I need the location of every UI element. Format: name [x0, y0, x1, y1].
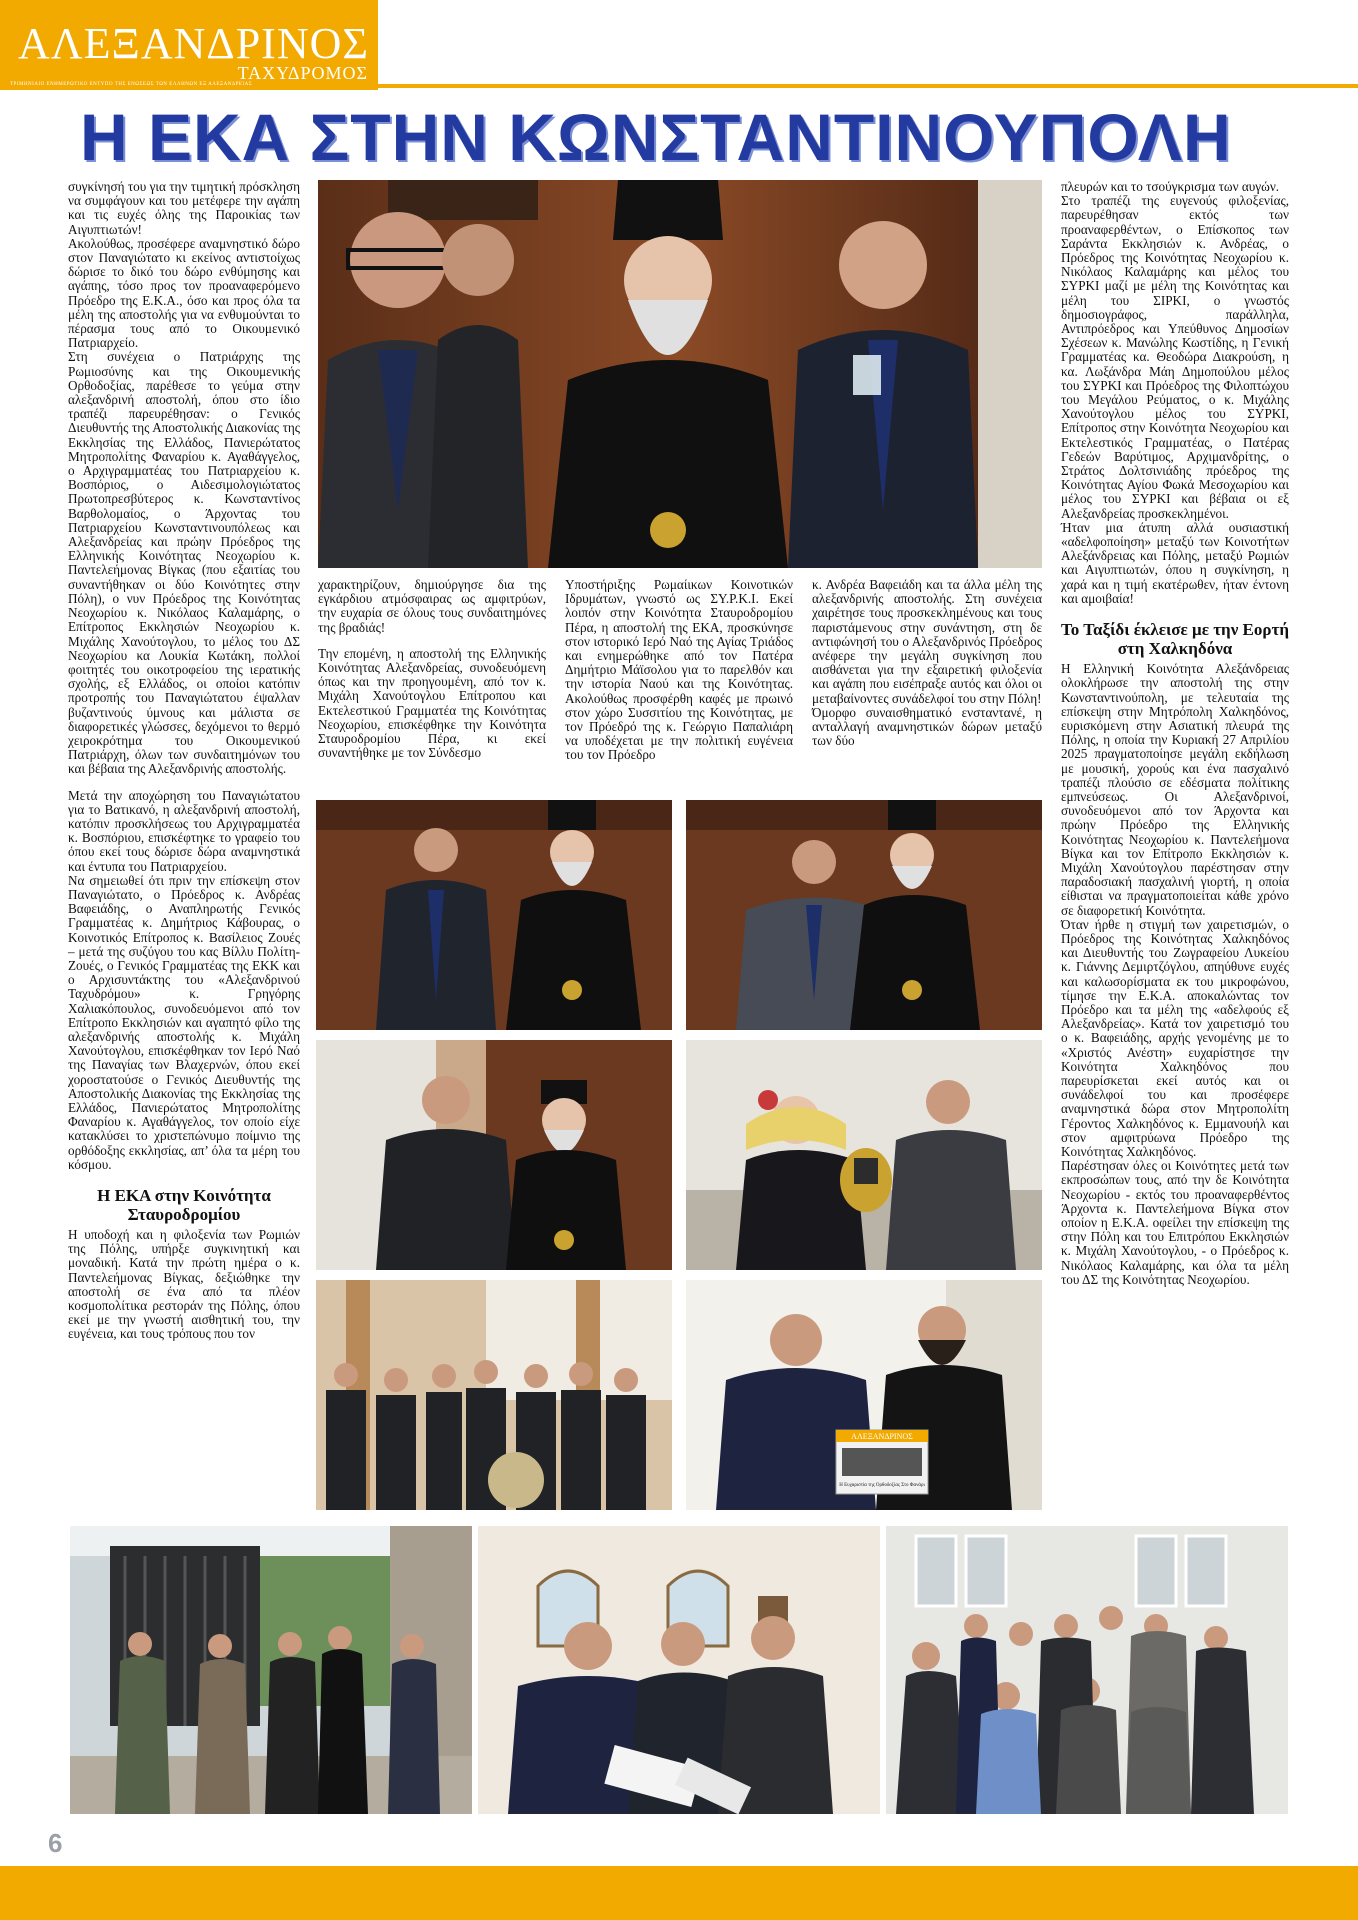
photo-bottom-2 — [478, 1526, 880, 1814]
paragraph: Η Ελληνική Κοινότητα Αλεξάνδρειας ολοκλήρωσε την αποστολή της στην Κωνσταντινούπολη, με τελευταία της επίσκεψη στην Μητρόπολη Χαλκηδόνος, ευρισκόμενη στην Ασιατική πλευρά της Πόλης, η οποία την Κυριακή 27 Απριλίου 2025 πραγματοποίησε μεγάλη εκδήλωση με μουσική, χορούς και ένα πασχαλινό τραπέζι πλούσιο σε εδέσματα πολίτικης εμπνεύσεως. Οι Αλεξανδρινοί, συνοδευόμενοι από τον Άρχοντα και πρώην Πρόεδρο της Ελληνικής Κοινότητας Νεοχωρίου κ. Παντελεήμονα Βίγκα και τον Επίτροπο Εκκλησιών κ. Μιχάλη Χανούτογλου παρέστησαν στην παραδοσιακή πασχαλινή γιορτή, η οποία είθισται να πραγματοποιείται κάθε χρόνο σε διαφορετική Κοινότητα. — [1061, 661, 1289, 918]
paragraph: Η υποδοχή και η φιλοξενία των Ρωμιών της Πόλης, υπήρξε συγκινητική και μοναδική. Κατά την πρώτη ημέρα ο κ. Παντελεήμονας Βίγκας, δεξιώθηκε την αποστολή σε ένα από τα πλέον κοσμοπολίτικα ρεστοράν της Πόλης, όπου εκεί με την γνωστή αισθητική του, την ευγένεια, και τους τρόπους που τον — [68, 1227, 300, 1342]
masthead-subtitle: ΤΑΧΥΔΡΟΜΟΣ — [237, 63, 368, 83]
masthead-tagline: ΤΡΙΜΗΝΙΑΙΟ ΕΝΗΜΕΡΩΤΙΚΟ ΕΝΤΥΠΟ ΤΗΣ ΕΝΩΣΕΩΣ ΤΩΝ ΕΛΛΗΝΩΝ ΕΞ ΑΛΕΞΑΝΔΡΕΙΑΣ — [10, 82, 253, 87]
section-heading: Η ΕΚΑ στην Κοινότητα Σταυροδρομίου — [97, 1186, 271, 1225]
paragraph: Παρέστησαν όλες οι Κοινότητες μετά των εκπροσώπων τους, από την δε Κοινότητα Νεοχωρίου - εκτός του προαναφερθέντος Άρχοντα κ. Παντελεήμονα Βίγκα στον οποίον η Ε.Κ.Α. οφείλει την επίσκεψη της στην Πόλη και του Επιτρόπου Εκκλησιών κ. Μιχάλη Χανούτογλου, - ο Πρόεδρος κ. Νικόλαος Καλαμάρης, και όλα τα μέλη του ΔΣ της Κοινότητας Νεοχωρίου. — [1061, 1158, 1289, 1287]
paragraph: Μετά την αποχώρηση του Παναγιώτατου για το Βατικανό, η αλεξανδρινή αποστολή, κατόπιν προσκλήσεως του Αρχιγραμματέα κ. Βοσπόριου, επισκέφτηκε το γραφείο του όπου εκεί τους δώρισε δώρα αναμνηστικά και έντυπα του Πατριαρχείου. — [68, 787, 300, 874]
paragraph: Την επομένη, η αποστολή της Ελληνικής Κοινότητας Αλεξανδρείας, συνοδευόμενη όπως και την προηγουμένη, από τον κ. Μιχάλη Χανούτογλου Επίτροπου και Εκτελεστικού Γραμματέα της Κοινότητας Νεοχωρίου, επισκέφθηκε την Κοινότητα Σταυροδρομίου Πέρα, κι εκεί συναντήθηκε με τον Σύνδεσμο — [318, 645, 546, 761]
paragraph: Ήταν μια άτυπη αλλά ουσιαστική «αδελφοποίηση» μεταξύ των Κοινοτήτων Αλεξάνδρειας και Πόλης, μεταξύ Ρωμιών και Αιγυπτιωτών, όπου η συγκίνηση, η χαρά και η τιμή εκατέρωθεν, ήταν έντονη και αμοιβαία! — [1061, 519, 1289, 606]
photo-grid-2 — [686, 800, 1042, 1030]
photo-grid-1 — [316, 800, 672, 1030]
masthead-title: ΑΛΕΞΑΝΔΡΙΝΟΣ — [18, 19, 369, 68]
paragraph: Ακολούθως, προσέφερε αναμνηστικό δώρο στον Παναγιώτατο κι εκείνος αντιστοίχως δώρισε το δικό του δώρο ενθύμησης και αγάπης, τόσο προς τον προαναφερόμενο Πρόεδρο της Ε.Κ.Α., όσο και προς όλα τα μέλη της αποστολής για να ενθυμούνται το πέρασμα τους από το Οικουμενικό Πατριαρχείο. — [68, 235, 300, 351]
photo-grid-4 — [686, 1040, 1042, 1270]
masthead-rule — [378, 84, 1358, 88]
paragraph: Να σημειωθεί ότι πριν την επίσκεψη στον Παναγιώτατο, ο Πρόεδρος κ. Ανδρέας Βαφειάδης, ο Αναπληρωτής Γενικός Γραμματέας κ. Δημήτριος Κάβουρας, ο Κοινοτικός Επίτροπος κ. Βασίλειος Ζουές – μετά της συζύγου του κας Βίλλυ Πολίτη-Ζουές, ο Γενικός Γραμματέας της ΕΚΚ και ο Αρχισυντάκτης του «Αλεξανδρινού Ταχυδρόμου» κ. Γρηγόρης Χαλιακόπουλος, συνοδευόμενοι από τον Επίτροπο Εκκλησιών και αγαπητό φίλο της αλεξανδρινής αποστολής κ. Μιχάλη Χανούτογλου, επισκέφθηκαν τον Ιερό Ναό της Παναγίας των Βλαχερνών, όπου εκεί χοροστατούσε ο Γενικός Διευθυντής της Αποστολικής Διακονίας της Εκκλησίας της Ελλάδος, Πανιερώτατος Μητροπολίτης Φαναρίου κ. Αγαθάγγελος, τον οποίο είχε κατακλύσει το χριστεπώνυμο ποίμνιο της ορθόδοξης εκκλησίας, απ’ όλα τα μέρη του κόσμου. — [68, 872, 300, 1172]
paragraph: Όμορφο συναισθηματικό ενσταντανέ, η ανταλλαγή αναμνηστικών δώρων μεταξύ των δύο — [812, 704, 1042, 749]
text-column-5 — [1061, 180, 1289, 1287]
main-photo — [318, 180, 1042, 568]
paragraph: Όταν ήρθε η στιγμή των χαιρετισμών, ο Πρόεδρος της Κοινότητας Χαλκηδόνος και Διευθυντής του Ζωγραφείου Λυκείου κ. Γιάννης Δεμιρτζόγλου, απηύθυνε ευχές και καλωσορίσματα εκ του μικροφώνου, τίμησε την Ε.Κ.Α. αποκαλώντας τον Πρόεδρο και τα μέλη της «αδελφούς εξ Αλεξανδρείας». Κατά τον χαιρετισμό του ο κ. Βαφειάδης, αρχής γενομένης με το «Χριστός Ανέστη» ευχαρίστησε την Κοινότητα Χαλκηδόνος που παρευρίσκεται εκεί αυτός και οι συνάδελφοί του και προσέφερε αναμνηστικά δώρα στον Μητροπολίτη Γέροντος Χαλκηδόνος κ. Εμμανουήλ και στον αμφιτρύωνα Πρόεδρο της Κοινότητας Χαλκηδόνος. — [1061, 916, 1289, 1159]
paragraph: Στο τραπέζι της ευγενούς φιλοξενίας, παρευρέθησαν εκτός των προαναφερθέντων, ο Επίσκοπος των Σαράντα Εκκλησιών κ. Ανδρέας, ο Πρόεδρος της Κοινότητας Νεοχωρίου κ. Νικόλαος Καλαμάρης και μέλος του ΣΥΡΚΙ μαζί με μέλη της Κοινότητας και μέλη του ΣΙΡΚΙ, ο γνωστός δημοσιογράφος, παράλληλα, Αντιπρόεδρος και Υπεύθυνος Δημοσίων Σχέσεων κ. Μανώλης Κωστίδης, η Γενική Γραμματέας κα. Θεοδώρα Διακρούση, η κα. Λωξάνδρα Μάη Δημοπούλου μέλος του ΣΥΡΚΙ και Πρόεδρος της Φιλοπτώχου του Μεγάλου Ρεύματος, ο κ. Μιχάλης Χανούτογλου μέλος του ΣΥΡΚΙ, Επίτροπος στην Κοινότητα Νεοχωρίου και Εκτελεστικός Γραμματέας, ο Πατέρας Γεδεών Βαρύτιμος, Αρχιμανδρίτης, ο Στράτος Δολτσινιάδης πρόεδρος της Κοινότητας Αγίου Φωκά Μεσοχωρίου και μέλος του ΣΥΡΚΙ και βέβαια οι εξ Αλεξανδρείας προσκεκλημένοι. — [1061, 193, 1289, 521]
paragraph: πλευρών και το τσούγκρισμα των αυγών. — [1061, 179, 1280, 194]
photo-grid-5 — [316, 1280, 672, 1510]
paragraph: χαρακτηρίζουν, δημιούργησε δια της εγκάρδιου ατμόσφαιρας ως αμφιτρύων, την ευχαρία σε όλους τους συνδαιτημόνες της βραδιάς! — [318, 577, 546, 635]
paragraph: Στη συνέχεια ο Πατριάρχης της Ρωμιοσύνης και της Οικουμενικής Ορθοδοξίας, παρέθεσε το γεύμα στην αλεξανδρινή αποστολή, όπου στο ίδιο τραπέζι παρευρέθησαν: ο Γενικός Διευθυντής της Αποστολικής Διακονίας της Εκκλησίας της Ελλάδος, Πανιερώτατος Μητροπολίτης Φαναρίου κ. Αγαθάγγελος, ο Αρχιγραμματέας του Πατριαρχείου κ. Βοσπόριος, ο Αιδεσιμολογιώτατος Πρωτοπρεσβύτερος κ. Κωνσταντίνος Βαρθολομαίος, ο Άρχοντας του Πατριαρχείου Κωνσταντινουπόλεως και Αλεξανδρείας και πρώην Πρόεδρος της Ελληνικής Κοινότητας Νεοχωρίου κ. Παντελεήμονας Βίγκας (που εξαιτίας του συναντήθηκαν οι δύο Κοινότητες στην Πόλη), ο νυν Πρόεδρος της Κοινότητας Νεοχωρίου κ. Νικόλαος Καλαμάρης, ο Επίτροπος Εκκλησιών Νεοχωρίου κ. Μιχάλης Χανούτογλου, το μέλος του ΔΣ Νεοχωρίου κα Λουκία Κωτάκη, πολλοί φοιτητές του οικοτροφείου της ιερατικής σχολής, εξ Ελλάδος, οι οποίοι κατόπιν προτροπής του Παναγιώτατου έψαλλαν βυζαντινούς ύμνους και μάλιστα σε διαφορετικές γλώσσες, δεχόμενοι το θερμό χειροκρότημα του Οικουμενικού Πατριάρχη, όλων των συνδαιτημόνων του και βέβαια της Αλεξανδρινής αποστολής. — [68, 349, 300, 777]
photo-grid-6 — [686, 1280, 1042, 1510]
text-column-4 — [812, 578, 1042, 748]
section-heading: Το Ταξίδι έκλεισε με την Εορτή στη Χαλκηδόνα — [1061, 620, 1289, 659]
headline: Η ΕΚΑ ΣΤΗΝ ΚΩΝΣΤΑΝΤΙΝΟΥΠΟΛΗ — [80, 100, 1232, 174]
text-column-3 — [565, 578, 793, 763]
photo-bottom-1 — [70, 1526, 472, 1814]
text-column-1 — [68, 180, 300, 1342]
paragraph: κ. Ανδρέα Βαφειάδη και τα άλλα μέλη της αλεξανδρινής αποστολής. Στη συνέχεια χαιρέτησε τους προσκεκλημένους και τους παριστάμενους στην συνάντηση, στη δε αντιφώνησή του ο Αλεξανδρινός Πρόεδρος ανέφερε την μεγάλη συγκίνηση που αισθάνεται για την εξαιρετική φιλοξενία και αγάπη που εισέπραξε αυτός και όλοι οι μεταβαίνοντες συνάδελφοί του στην Πόλη! — [812, 577, 1042, 706]
paragraph: συγκίνησή του για την τιμητική πρόσκληση να συμφάγουν και του μετέφερε την αγάπη και τις ευχές όλης της Παροικίας των Αιγυπτιωτών! — [68, 179, 300, 237]
booklet-caption: Η Ευχαριστία της Ορθοδοξίας Στο Φανάρι — [839, 1483, 925, 1488]
photo-grid-3 — [316, 1040, 672, 1270]
paragraph: Υποστήριξης Ρωμαίικων Κοινοτικών Ιδρυμάτων, γνωστό ως ΣΥ.Ρ.Κ.Ι. Εκεί λοιπόν στην Κοινότητα Σταυροδρομίου Πέρα, η αποστολή της ΕΚΑ, προσκύνησε στον ιστορικό Ιερό Ναό της Αγίας Τριάδος και ενημερώθηκε από τον Πατέρα Δημήτριο Μάϊσολου για το παρελθόν και την ιστορία Ναού και της Κοινότητας. Ακολούθως προσφέρθη καφές με πρωινό στον χώρο Συσσιτίου της Κοινότητας, με τον Πρόεδρό της κ. Γεώργιο Παπαλιάρη να υποδέχεται με την πολιτική ευγένεια του τον Πρόεδρο — [565, 577, 793, 763]
page-number: 6 — [48, 1828, 63, 1858]
booklet-title: ΑΛΕΞΑΝΔΡΙΝΟΣ — [851, 1432, 913, 1441]
text-column-2 — [318, 578, 546, 760]
masthead — [0, 0, 378, 90]
photo-bottom-3 — [886, 1526, 1288, 1814]
footer-bar — [0, 1866, 1358, 1920]
